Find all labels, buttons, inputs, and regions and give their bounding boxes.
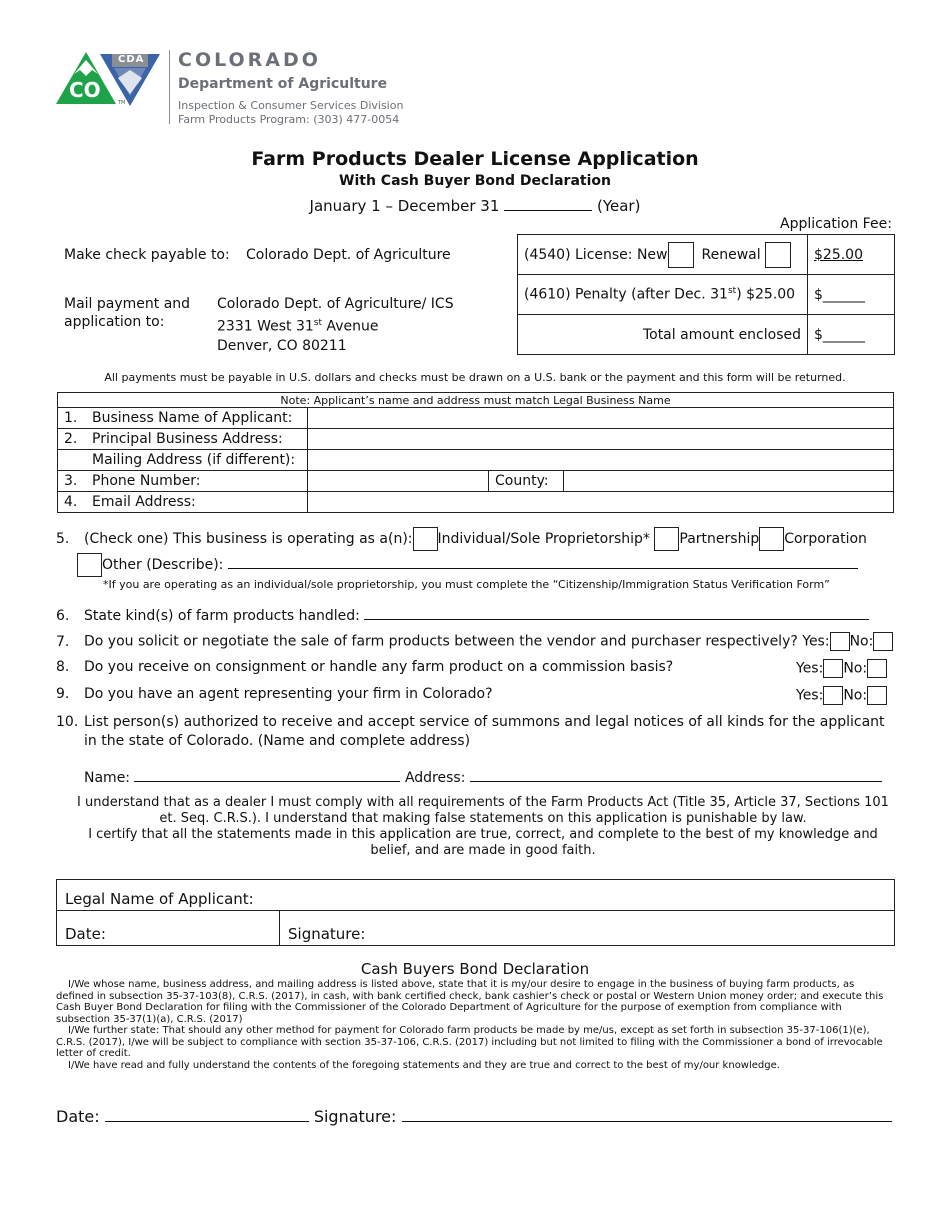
mail-payment-label: Mail payment and application to: (64, 296, 191, 330)
legal-name-field[interactable] (65, 890, 254, 908)
license-fee-amount-text: $25.00 (814, 246, 863, 263)
q7-number: 7. (56, 633, 70, 650)
applicant-signature-field[interactable] (288, 924, 365, 943)
bond-paragraph-3: I/We have read and fully understand the contents of the foregoing statements and they are true and correct to the best of my/our knowledge. (68, 1059, 780, 1071)
mail-address-avenue: Avenue (321, 318, 379, 335)
individual-label: Individual/Sole Proprietorship* (437, 531, 650, 547)
row-number: 4. (64, 494, 78, 510)
q5-number: 5. (56, 531, 70, 547)
q8-answers (796, 659, 887, 678)
business-name-label: Business Name of Applicant: (92, 410, 293, 426)
county-input[interactable] (564, 471, 894, 492)
q10-line (56, 713, 885, 751)
partnership-label: Partnership (679, 531, 760, 547)
q8-no-label: No: (843, 660, 868, 677)
mail-address-line1: Colorado Dept. of Agriculture/ ICS (217, 296, 454, 312)
mailing-address-label: Mailing Address (if different): (92, 452, 296, 468)
mail-address (217, 295, 454, 356)
q9-no-label: No: (843, 687, 868, 704)
mail-address-line2 (217, 314, 454, 337)
q7-no-checkbox[interactable] (873, 632, 893, 651)
license-fee-amount (808, 235, 895, 275)
phone-label-cell (58, 471, 308, 492)
total-amount-field[interactable]: $______ (808, 315, 895, 355)
bond-date-label: Date: (56, 1107, 100, 1126)
mail-address-line3: Denver, CO 80211 (217, 337, 347, 354)
other-checkbox[interactable] (77, 553, 102, 577)
year-field[interactable] (504, 196, 592, 211)
q9-yes-checkbox[interactable] (823, 686, 843, 705)
q8-line (56, 659, 673, 675)
cda-logo (56, 50, 162, 108)
corporation-checkbox[interactable] (759, 527, 784, 551)
bond-signature-label: Signature: (313, 1107, 397, 1126)
q9-no-checkbox[interactable] (867, 686, 887, 705)
penalty-amount-label: ) $25.00 (736, 286, 796, 303)
bond-date-signature-line (56, 1105, 892, 1126)
other-describe-field[interactable] (228, 554, 858, 569)
q7-line (56, 632, 893, 651)
q10-text-line1: List person(s) authorized to receive and accept service of summons and legal notices of all kinds for the applicant (84, 714, 885, 730)
q7-yes-checkbox[interactable] (830, 632, 850, 651)
program-phone: Farm Products Program: (303) 477-0054 (178, 113, 400, 126)
license-fee-cell (518, 235, 808, 275)
q5-footnote: *If you are operating as an individual/sole proprietorship, you must complete the “Citizenship/Immigration Status Verification Form” (103, 578, 830, 591)
license-period (0, 196, 950, 215)
farm-products-field[interactable] (364, 605, 869, 620)
row-number: 3. (64, 473, 78, 489)
bond-signature-field[interactable] (402, 1105, 892, 1122)
row-number: 2. (64, 431, 78, 447)
division-name: Inspection & Consumer Services Division (178, 99, 404, 112)
bond-paragraph-2: I/We further state: That should any other method for payment for Colorado farm products be made by me/us, except as set forth in subsection 35-37-106(1)(e), C.R.S. (2017), I/we will be subject to compliance with section 35-37-106, C.R.S. (2017) including but not limited to filing with the Commissioner a bond of irrevocable letter of credit. (56, 1025, 883, 1059)
agent-name-label: Name: (84, 770, 131, 786)
agent-address-field[interactable] (470, 767, 882, 782)
penalty-label: (4610) Penalty (after Dec. 31 (524, 286, 728, 303)
agent-name-field[interactable] (134, 767, 400, 782)
q9-text: Do you have an agent representing your firm in Colorado? (84, 686, 493, 702)
total-enclosed-cell (518, 315, 808, 355)
license-renewal-checkbox[interactable] (765, 242, 791, 268)
q9-number: 9. (56, 686, 70, 702)
signature-box-divider (57, 910, 894, 911)
email-label-cell (58, 492, 308, 513)
individual-checkbox[interactable] (413, 527, 438, 551)
total-enclosed-label: Total amount enclosed (642, 326, 801, 343)
bond-title: Cash Buyers Bond Declaration (360, 960, 590, 978)
payments-note: All payments must be payable in U.S. dollars and checks must be drawn on a U.S. bank or the payment and this form will be returned. (104, 371, 846, 384)
q10-text-line2: in the state of Colorado. (Name and complete address) (84, 733, 471, 749)
certification-line2: et. Seq. C.R.S.). I understand that making false statements on this application is punishable by law. (159, 811, 807, 826)
mail-address-sup: st (313, 318, 322, 328)
signature-box-vdivider (279, 910, 280, 945)
q5-text: (Check one) This business is operating as a(n): (84, 531, 413, 547)
q8-number: 8. (56, 659, 70, 675)
license-period-prefix: January 1 – December 31 (309, 197, 500, 215)
mailing-address-label-cell (58, 450, 308, 471)
q9-line (56, 686, 493, 702)
department-name: Department of Agriculture (178, 76, 388, 92)
signature-box (56, 879, 895, 946)
bond-date-field[interactable] (105, 1105, 309, 1122)
q10-name-address (84, 767, 882, 786)
other-label: Other (Describe): (102, 557, 224, 573)
q8-text: Do you receive on consignment or handle any farm product on a commission basis? (84, 659, 674, 675)
q5-line (56, 527, 867, 551)
penalty-fee-cell (518, 275, 808, 315)
agent-address-label: Address: (404, 770, 466, 786)
q8-yes-checkbox[interactable] (823, 659, 843, 678)
license-renewal-label: Renewal (701, 246, 761, 263)
applicant-date-field[interactable] (65, 924, 106, 943)
header-divider (169, 50, 170, 124)
row-number: 1. (64, 410, 78, 426)
principal-address-input[interactable] (308, 429, 894, 450)
logo-co-letters: CO (69, 78, 101, 102)
q6-line (56, 605, 869, 624)
phone-label: Phone Number: (92, 473, 201, 489)
business-name-label-cell (58, 408, 308, 429)
mail-address-street: 2331 West 31 (217, 318, 314, 335)
q8-yes-label: Yes: (796, 660, 824, 677)
email-input[interactable] (308, 492, 894, 513)
certification-line1: I understand that as a dealer I must comply with all requirements of the Farm Products Act (Title 35, Article 37, Sections 101 (77, 795, 889, 810)
page-title: Farm Products Dealer License Application (251, 148, 699, 170)
license-new-label: (4540) License: New (524, 246, 668, 263)
logo-tm-mark: TM (118, 100, 126, 106)
license-period-suffix: (Year) (596, 197, 641, 215)
email-label: Email Address: (92, 494, 196, 510)
partnership-checkbox[interactable] (654, 527, 679, 551)
bond-paragraph-1: I/We whose name, business address, and mailing address is listed above, state that it is my/our desire to engage in the business of buying farm products, as defined in subsection 35-37-103(8), C.R.S. (2017), in cash, with bank certified check, bank cashier’s check or postal or Western Union money order; and execute this Cash Buyer Bond Declaration for filing with the Commissioner of the Colorado Department of Agriculture for the purpose of exemption from compliance with subsection 35-37(1)(a), C.R.S. (2017) (56, 979, 884, 1025)
bond-text (56, 979, 892, 1071)
business-name-input[interactable] (308, 408, 894, 429)
agency-name: COLORADO (178, 49, 321, 71)
applicant-date-label: Date: (65, 925, 106, 943)
q7-no-label: No: (849, 633, 874, 650)
certification-line4: belief, and are made in good faith. (370, 843, 596, 858)
q7-yes-label: Yes: (802, 633, 830, 650)
q9-answers (796, 686, 887, 705)
county-label: County: (489, 471, 564, 492)
applicant-signature-label: Signature: (288, 925, 366, 943)
fees-table (517, 234, 895, 355)
applicant-table (57, 392, 894, 513)
legal-name-label: Legal Name of Applicant: (65, 890, 254, 908)
phone-input[interactable] (308, 471, 489, 492)
logo-badge-text: CDA (118, 54, 145, 65)
q5-other-line (77, 553, 858, 577)
penalty-amount-field[interactable]: $______ (808, 275, 895, 315)
q9-yes-label: Yes: (796, 687, 824, 704)
page-subtitle: With Cash Buyer Bond Declaration (339, 173, 611, 189)
check-payee: Colorado Dept. of Agriculture (246, 247, 451, 263)
q7-text: Do you solicit or negotiate the sale of farm products between the vendor and purchaser respectively? (84, 633, 798, 650)
application-fee-heading: Application Fee: (780, 216, 892, 232)
license-new-checkbox[interactable] (668, 242, 694, 268)
penalty-sup: st (727, 286, 737, 297)
q10-number: 10. (56, 714, 79, 730)
q6-text: State kind(s) of farm products handled: (84, 608, 360, 624)
q6-number: 6. (56, 608, 70, 624)
principal-address-label: Principal Business Address: (92, 431, 283, 447)
corporation-label: Corporation (784, 531, 867, 547)
certification-text (70, 795, 896, 859)
certification-line3: I certify that all the statements made in this application are true, correct, and complete to the best of my knowledge and (88, 827, 878, 842)
check-payable-label: Make check payable to: (64, 247, 230, 263)
applicant-note: Note: Applicant’s name and address must match Legal Business Name (58, 393, 894, 408)
principal-address-label-cell (58, 429, 308, 450)
mailing-address-input[interactable] (308, 450, 894, 471)
q8-no-checkbox[interactable] (867, 659, 887, 678)
